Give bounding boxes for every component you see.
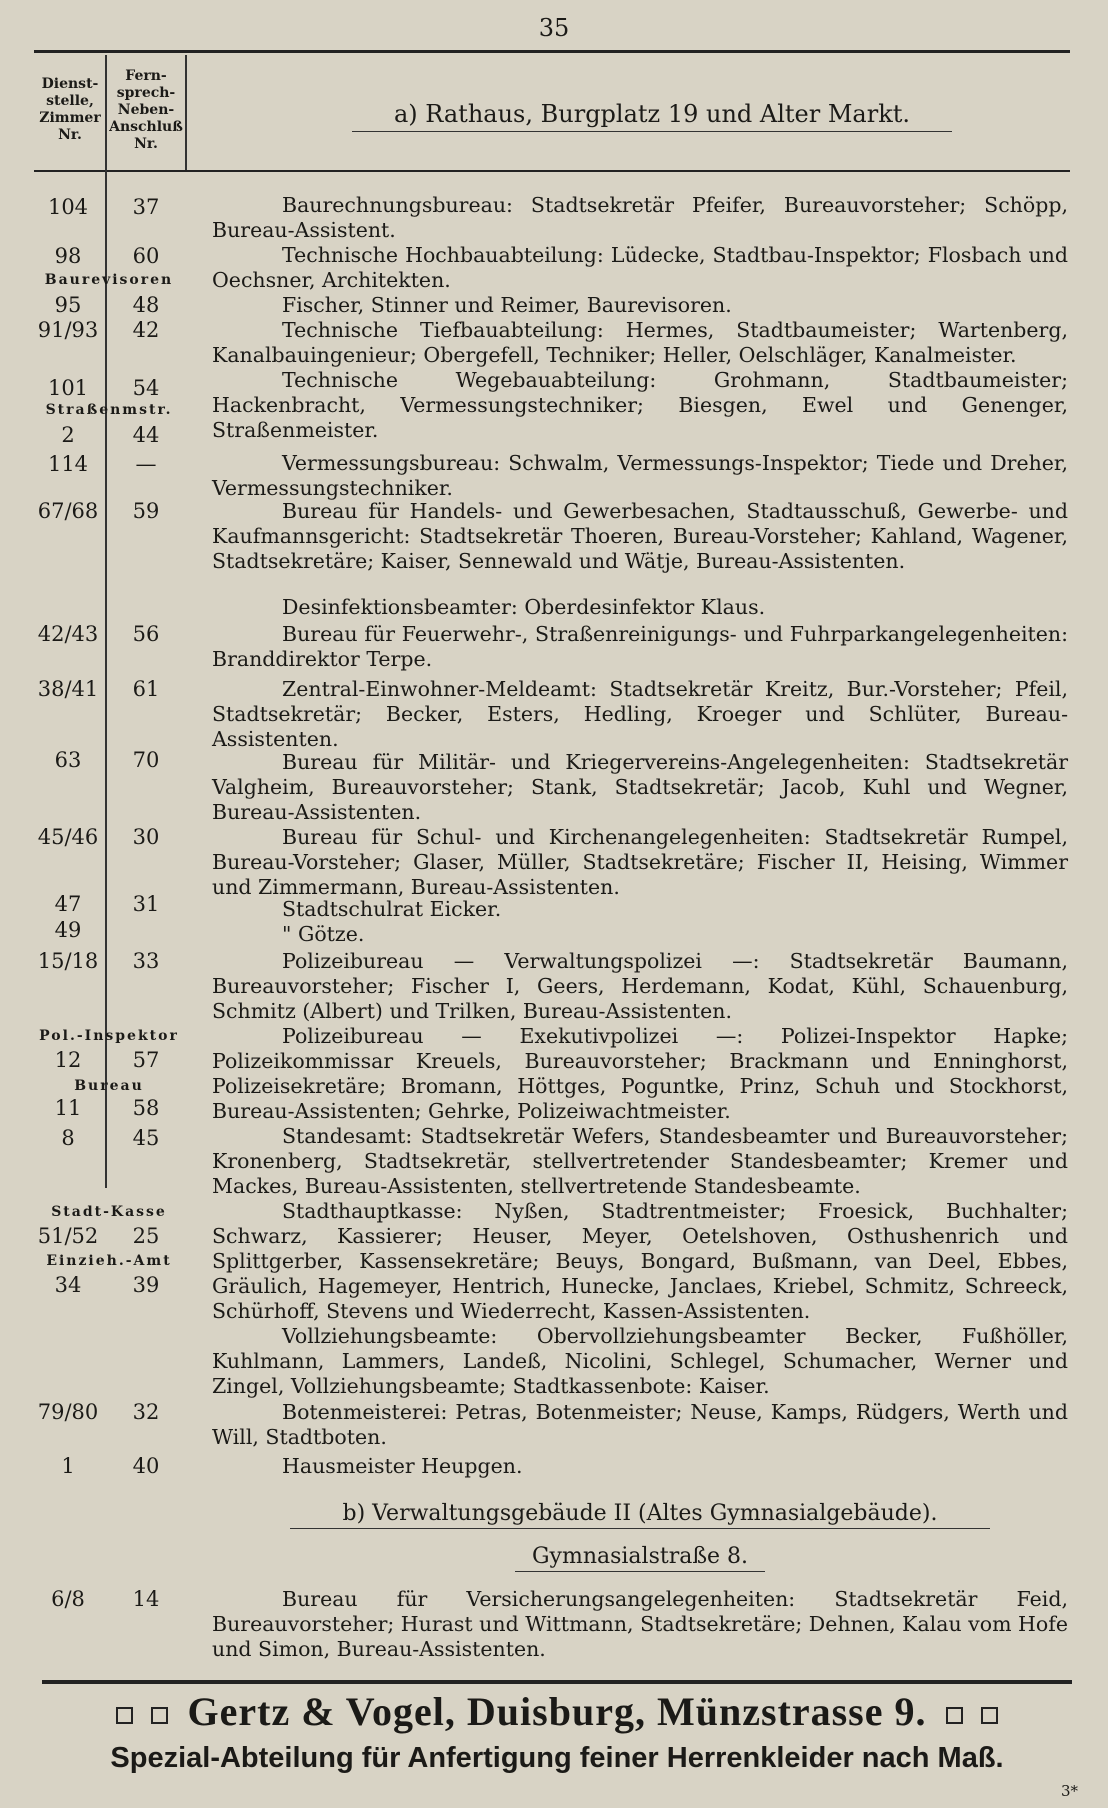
directory-entry: " Götze. <box>282 922 365 946</box>
directory-entry: Polizeibureau — Verwaltungspolizei —: Stadtsekretär Baumann, Bureauvorsteher; Fischer I, Geers, Herdemann, Kodat, Kühl, Schauenburg, Schmitz (Albert) und Trilken, Bureau-Assistenten. <box>212 949 1068 1023</box>
phone-extension: 37 <box>132 195 160 219</box>
column-label: Einzieh.-Amt <box>46 1253 172 1269</box>
directory-entry: Vollziehungsbeamte: Obervollziehungsbeamter Becker, Fußhöller, Kuhlmann, Lammers, Landeß, Nicolini, Schlegel, Schumacher, Werner und Zingel, Vollziehungsbeamte; Stadtkassenbote: Kaiser. <box>212 1324 1068 1398</box>
square-ornament-icon <box>116 1707 133 1724</box>
phone-extension: 25 <box>132 1224 160 1248</box>
column-divider <box>105 55 107 1188</box>
room-number: 67/68 <box>37 499 99 523</box>
room-number: 11 <box>54 1096 82 1120</box>
directory-entry: Stadtschulrat Eicker. <box>282 897 502 921</box>
directory-entry: Botenmeisterei: Petras, Botenmeister; Neuse, Kamps, Rüdgers, Werth und Will, Stadtboten. <box>212 1400 1068 1449</box>
phone-extension: 32 <box>132 1400 160 1424</box>
room-number: 15/18 <box>37 949 99 973</box>
phone-extension: 14 <box>132 1587 160 1611</box>
directory-entry: Hausmeister Heupgen. <box>282 1454 523 1478</box>
column-label: Bureau <box>74 1078 144 1094</box>
phone-extension: 60 <box>132 244 160 268</box>
room-number: 47 <box>54 892 82 916</box>
section-b-title: b) Verwaltungsgebäude II (Altes Gymnasialgebäude). <box>290 1501 990 1529</box>
directory-entry: Zentral-Einwohner-Meldeamt: Stadtsekretär Kreitz, Bur.-Vorsteher; Pfeil, Stadtsekretär; Becker, Esters, Hedling, Kroeger und Schlüter, Bureau-Assistenten. <box>212 677 1068 751</box>
room-number: 114 <box>47 452 89 476</box>
column-label: Pol.-Inspektor <box>39 1028 179 1044</box>
phone-extension: 61 <box>132 677 160 701</box>
room-number: 8 <box>61 1126 75 1150</box>
page-number: 35 <box>538 14 570 42</box>
directory-entry: Stadthauptkasse: Nyßen, Stadtrentmeister; Froesick, Buchhalter; Schwarz, Kassierer; Heuser, Meyer, Oetelshoven, Osthushenrich und Splittgerber, Kassensekretäre; Beuys, Bongard, Bußmann, van Deel, Ebbes, Gräulich, Hagemeyer, Hentrich, Hunecke, Janclaes, Kriebel, Schmitz, Schreeck, Schürhoff, Stevens und Wiederrecht, Kassen-Assistenten. <box>212 1199 1068 1323</box>
phone-extension: 39 <box>132 1273 160 1297</box>
room-number: 79/80 <box>37 1400 99 1424</box>
directory-entry: Bureau für Militär- und Kriegervereins-Angelegenheiten: Stadtsekretär Valgheim, Bureauvorsteher; Stank, Stadtsekretär; Jacob, Kuhl und Wegner, Bureau-Assistenten. <box>212 750 1068 824</box>
phone-extension: 59 <box>132 499 160 523</box>
directory-entry: Polizeibureau — Exekutivpolizei —: Polizei-Inspektor Hapke; Polizeikommissar Kreuels, Bureauvorsteher; Brackmann und Enninghorst, Polizeisekretäre; Bromann, Höttges, Poguntke, Prinz, Schuh und Stockhorst, Bureau-Assistenten; Gehrke, Polizeiwachtmeister. <box>212 1024 1068 1123</box>
room-number: 63 <box>54 748 82 772</box>
header-rule <box>34 170 1070 172</box>
directory-entry: Vermessungsbureau: Schwalm, Vermessungs-Inspektor; Tiede und Dreher, Vermessungstechniker. <box>212 451 1068 500</box>
directory-entry: Technische Wegebauabteilung: Grohmann, Stadtbaumeister; Hackenbracht, Vermessungstechniker; Biesgen, Ewel und Genenger, Straßenmeister. <box>212 368 1068 442</box>
phone-extension: 30 <box>132 825 160 849</box>
room-number: 104 <box>47 195 89 219</box>
room-number: 101 <box>47 376 89 400</box>
room-number: 98 <box>54 244 82 268</box>
phone-extension: 57 <box>132 1048 160 1072</box>
directory-entry: Baurechnungsbureau: Stadtsekretär Pfeifer, Bureauvorsteher; Schöpp, Bureau-Assistent. <box>212 193 1068 242</box>
directory-entry: Bureau für Feuerwehr-, Straßenreinigungs- und Fuhrparkangelegenheiten: Branddirektor Terpe. <box>212 622 1068 671</box>
room-number: 1 <box>61 1454 75 1478</box>
room-number: 42/43 <box>37 622 99 646</box>
phone-extension: 70 <box>132 748 160 772</box>
advert-subline: Spezial-Abteilung für Anfertigung feiner Herrenkleider nach Maß. <box>110 1742 1004 1774</box>
room-number: 95 <box>54 293 82 317</box>
directory-entry: Bureau für Versicherungsangelegenheiten: Stadtsekretär Feid, Bureauvorsteher; Hurast und Wittmann, Stadtsekretäre; Dehnen, Kalau vom Hofe und Simon, Bureau-Assistenten. <box>212 1587 1068 1661</box>
room-number: 38/41 <box>37 677 99 701</box>
advert-rule <box>42 1680 1072 1684</box>
room-number: 2 <box>61 423 75 447</box>
advert-company: Gertz & Vogel, Duisburg, Münzstrasse 9. <box>187 1689 927 1734</box>
directory-entry: Bureau für Handels- und Gewerbesachen, Stadtausschuß, Gewerbe- und Kaufmannsgericht: Stadtsekretär Thoeren, Bureau-Vorsteher; Kahland, Wagener, Stadtsekretäre; Kaiser, Sennewald und Wätje, Bureau-Assistenten. <box>212 499 1068 573</box>
phone-extension: 54 <box>132 376 160 400</box>
column-label: Stadt-Kasse <box>51 1204 167 1220</box>
square-ornament-icon <box>151 1707 168 1724</box>
top-rule <box>34 50 1070 53</box>
phone-extension: 44 <box>132 423 160 447</box>
room-number: 49 <box>54 918 82 942</box>
phone-extension: 58 <box>132 1096 160 1120</box>
phone-extension: 40 <box>132 1454 160 1478</box>
phone-extension: 31 <box>132 892 160 916</box>
phone-extension: 48 <box>132 293 160 317</box>
directory-entry: Fischer, Stinner und Reimer, Baurevisoren. <box>282 293 732 317</box>
advert-headline <box>42 1688 1072 1735</box>
room-number: 12 <box>54 1048 82 1072</box>
section-b-street: Gymnasialstraße 8. <box>515 1544 765 1572</box>
phone-extension: 56 <box>132 622 160 646</box>
column-label: Baurevisoren <box>44 272 174 288</box>
room-number: 51/52 <box>37 1224 99 1248</box>
directory-entry: Desinfektionsbeamter: Oberdesinfektor Klaus. <box>282 595 766 619</box>
square-ornament-icon <box>981 1707 998 1724</box>
header-divider <box>185 55 187 170</box>
phone-extension: 33 <box>132 949 160 973</box>
phone-extension: — <box>135 452 157 476</box>
room-number: 6/8 <box>51 1587 85 1611</box>
section-a-title: a) Rathaus, Burgplatz 19 und Alter Markt. <box>352 100 952 132</box>
square-ornament-icon <box>946 1707 963 1724</box>
directory-entry: Standesamt: Stadtsekretär Wefers, Standesbeamter und Bureauvorsteher; Kronenberg, Stadtsekretär, stellvertretender Standesbeamter; Kremer und Mackes, Bureau-Assistenten, stellvertretende Standesbeamte. <box>212 1124 1068 1198</box>
phone-extension: 42 <box>132 318 160 342</box>
directory-entry: Technische Hochbauabteilung: Lüdecke, Stadtbau-Inspektor; Flosbach und Oechsner, Architekten. <box>212 243 1068 292</box>
column-label: Straßenmstr. <box>45 402 173 418</box>
directory-entry: Bureau für Schul- und Kirchenangelegenheiten: Stadtsekretär Rumpel, Bureau-Vorsteher; Glaser, Müller, Stadtsekretäre; Fischer II, Heising, Wimmer und Zimmermann, Bureau-Assistenten. <box>212 825 1068 899</box>
phone-extension: 45 <box>132 1126 160 1150</box>
signature-mark: 3* <box>1060 1782 1078 1800</box>
header-col-room: Dienst- stelle, Zimmer Nr. <box>39 76 101 143</box>
room-number: 45/46 <box>37 825 99 849</box>
directory-entry: Technische Tiefbauabteilung: Hermes, Stadtbaumeister; Wartenberg, Kanalbauingenieur; Obergefell, Techniker; Heller, Oelschläger, Kanalmeister. <box>212 318 1068 367</box>
header-col-phone: Fern- sprech- Neben- Anschluß Nr. <box>109 68 183 152</box>
room-number: 34 <box>54 1273 82 1297</box>
room-number: 91/93 <box>37 318 99 342</box>
